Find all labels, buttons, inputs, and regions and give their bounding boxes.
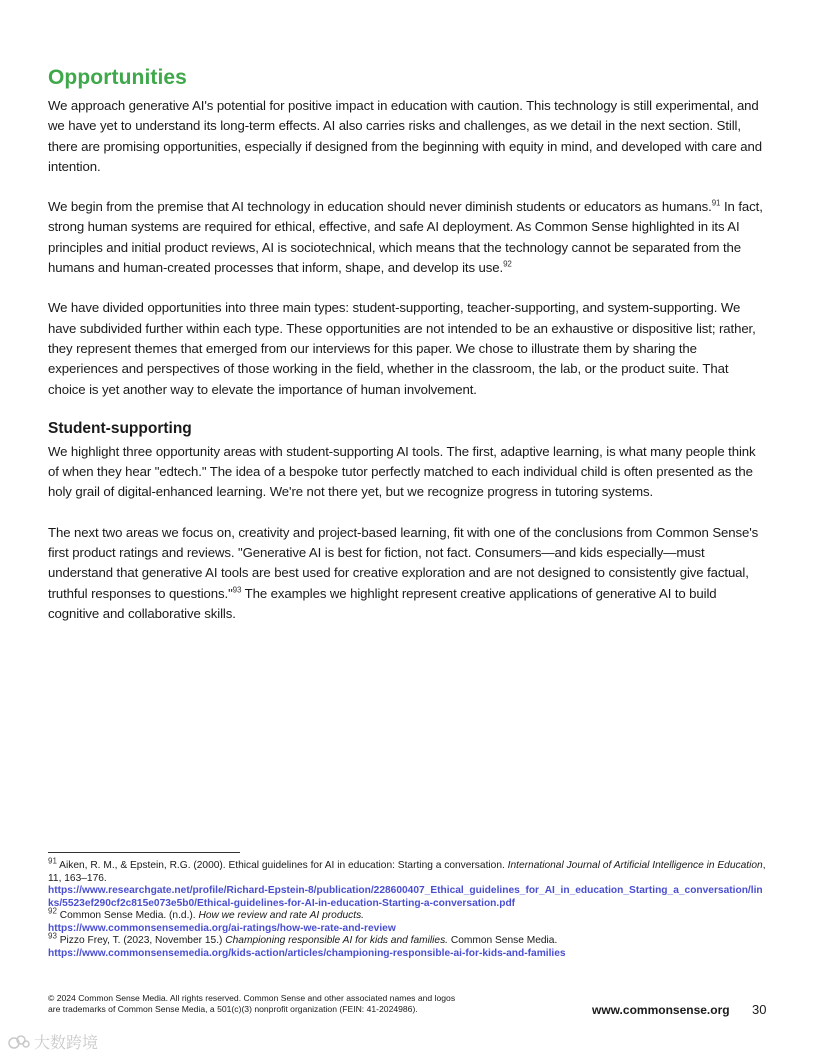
watermark-logo-icon (8, 1034, 30, 1050)
page-content (48, 66, 764, 644)
opportunities-paragraph-3: We have divided opportunities into three main types: student-supporting, teacher-supporting, and system-supporting. We have subdivided further within each type. These opportunities are not intended to be an exhaustive or dispositive list; rather, they represent themes that emerged from our interviews for this paper. We chose to illustrate them by sharing the experiences and perspectives of those working in the field, whether in the classroom, the lab, or the product suite. That choice is yet another way to elevate the importance of human involvement. (48, 300, 756, 397)
footnote-ref-92[interactable]: 92 (503, 259, 512, 269)
footnote-text: Common Sense Media. (n.d.). (56, 910, 199, 921)
footer-site-link[interactable]: www.commonsense.org (592, 1003, 730, 1017)
student-supporting-paragraph-1: We highlight three opportunity areas with student-supporting AI tools. The first, adaptive learning, is what many people think of when they hear "edtech." The idea of a bespoke tutor perfectly matched to each individual child is often presented as the holy grail of digital-enhanced learning. We're not there yet, but we recognize progress in tutoring systems. (48, 443, 756, 500)
footnote-journal: International Journal of Artificial Intelligence in Education (507, 860, 763, 871)
footnote-title: Championing responsible AI for kids and families. (225, 935, 448, 946)
footnote-title: How we review and rate AI products. (198, 910, 364, 921)
footnote-text: Pizzo Frey, T. (2023, November 15.) (56, 935, 226, 946)
footer-legal-line-2: are trademarks of Common Sense Media, a 501(c)(3) nonprofit organization (FEIN: 41-2024986). (48, 1003, 418, 1014)
footnotes (48, 856, 768, 960)
footnote-92-link-line (48, 923, 768, 936)
paragraph-text: The next two areas we focus on, creativity and project-based learning, fit with one of the conclusions from Common Sense's first product ratings and reviews. "Generative AI is best for fiction, not fact. Consumers—and kids especially—must understand that generative AI tools are best used for creative exploration and are not designed to consistently give factual, truthful responses to questions." (48, 524, 759, 601)
footnote-92-link[interactable]: https://www.commonsensemedia.org/ai-ratings/how-we-rate-and-review (48, 922, 396, 934)
opportunities-paragraph-1: We approach generative AI's potential for positive impact in education with caution. This technology is still experimental, and we have yet to understand its long-term effects. AI also carries risks and challenges, as we detail in the next section. Still, there are promising opportunities, especially if designed from the beginning with equity in mind, and developed with care and intention. (48, 98, 762, 174)
page-number: 30 (752, 1002, 767, 1017)
footnote-number: 91 (48, 856, 57, 866)
footnote-number: 92 (48, 906, 57, 916)
section-title-opportunities: Opportunities (48, 66, 187, 89)
watermark (8, 1030, 98, 1053)
footnote-number: 93 (48, 931, 57, 941)
watermark-text: 大数跨境 (34, 1035, 99, 1052)
footnote-91 (48, 856, 768, 885)
footnote-91-link-line (48, 885, 768, 910)
footnote-92 (48, 906, 768, 923)
footnote-91-link[interactable]: https://www.researchgate.net/profile/Richard-Epstein-8/publication/228600407_Ethical_guidelines_for_AI_in_education_Starting_a_conversation/links/5523ef290cf2c815e073e5b0/Ethical-guidelines-for-AI-in-education-Starting-a-conversation.pdf (48, 885, 763, 909)
footnote-divider (48, 852, 240, 853)
student-supporting-paragraph-2 (48, 523, 764, 624)
footnote-text: , 11, 163–176. (48, 860, 766, 884)
footnote-93-link[interactable]: https://www.commonsensemedia.org/kids-action/articles/championing-responsible-ai-for-kids-and-families (48, 947, 566, 959)
footnote-ref-91[interactable]: 91 (711, 198, 721, 208)
section-title-student-supporting: Student-supporting (48, 419, 192, 437)
footer-legal (48, 993, 528, 1014)
paragraph-text: In fact, strong human systems are required for ethical, effective, and safe AI deployment. As Common Sense highlighted in its AI principles and initial product reviews, AI is sociotechnical, which means that the technology cannot be separated from the humans and human-created processes that inform, shape, and develop its use. (48, 199, 763, 276)
opportunities-paragraph-2 (48, 197, 764, 278)
footnote-93-link-line (48, 948, 768, 961)
paragraph-text: We begin from the premise that AI technology in education should never diminish students or educators as humans. (48, 199, 712, 215)
footnote-93 (48, 931, 768, 948)
footnote-ref-93[interactable]: 93 (232, 585, 242, 595)
footnote-text: Aiken, R. M., & Epstein, R.G. (2000). Ethical guidelines for AI in education: Starting a conversation. (56, 860, 508, 871)
paragraph-text: The examples we highlight represent creative applications of generative AI to build cognitive and collaborative skills. (48, 585, 717, 621)
footer-legal-line-1: © 2024 Common Sense Media. All rights reserved. Common Sense and other associated names and logos (48, 993, 456, 1003)
footnote-text: Common Sense Media. (448, 935, 558, 946)
